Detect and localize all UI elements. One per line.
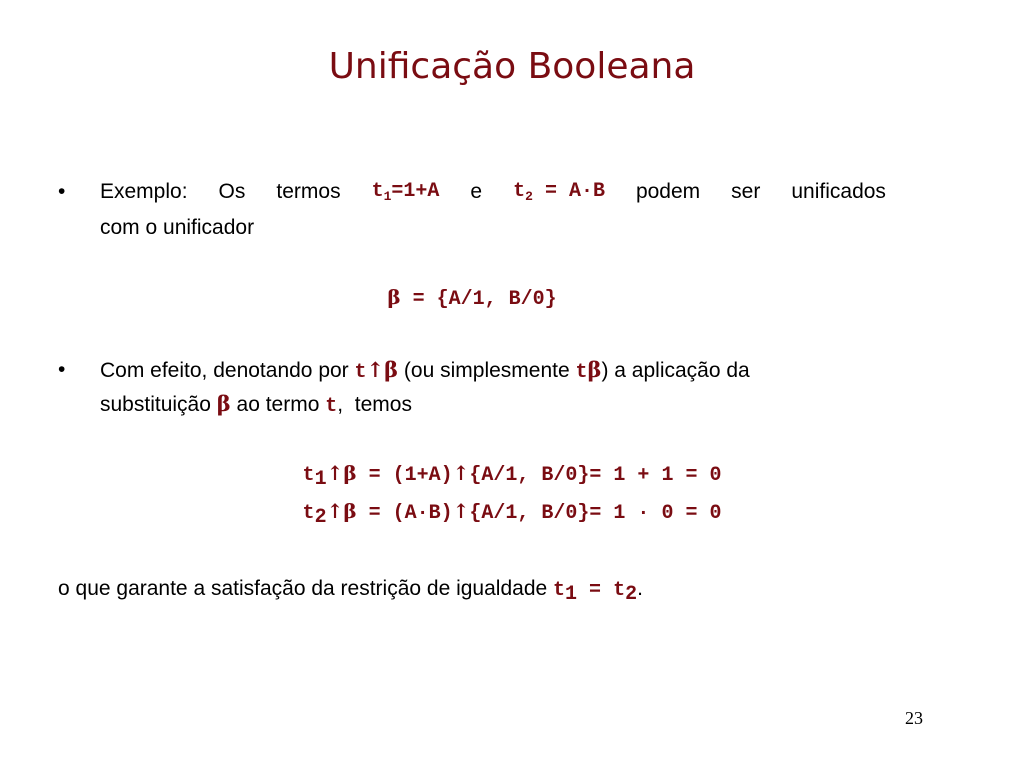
word-unificados: unificados [791,180,886,203]
word-termos: termos [276,180,341,203]
slide-title: Unificação Booleana [328,46,696,87]
bullet-2-text [100,354,890,422]
equation-1: $t_1↑\beta$ = (1+A)↑{A/1, B/0}= 1 + 1 = 0 [302,461,722,491]
bullet-2-line-1: Com efeito, denotando por t↑β (ou simplesmente tβ) a aplicação da [100,357,750,384]
bullet-2-line-2: substituição β ao termo t, temos [100,391,412,418]
conclusion-text: o que garante a satisfação da restrição de igualdade $t_1 = t_2$. [58,577,643,606]
word-podem: podem [635,180,701,203]
equation-2: $t_2↑\beta$ = (A·B)↑{A/1, B/0}= 1 · 0 = 0 [302,499,722,529]
term-t1: $t_1=1+A$ [371,180,440,204]
beta-symbol: β [387,285,401,309]
bullet-1-line-1 [100,176,886,212]
page-number: 23 [905,708,923,728]
term-t2: $t_2 = A\cdot B$ [513,180,605,204]
unifier-equation [0,282,984,315]
bullet-marker-1: • [58,180,66,203]
word-e: e [470,180,483,203]
word-exemplo: Exemplo: [100,180,188,203]
word-ser: ser [731,180,761,203]
bullet-1-text [100,176,886,243]
bullet-1-line-2: com o unificador [100,216,255,239]
bullet-marker-2: • [58,358,66,381]
unifier-value: = {A/1, B/0} [400,288,557,311]
word-os: Os [218,180,246,203]
